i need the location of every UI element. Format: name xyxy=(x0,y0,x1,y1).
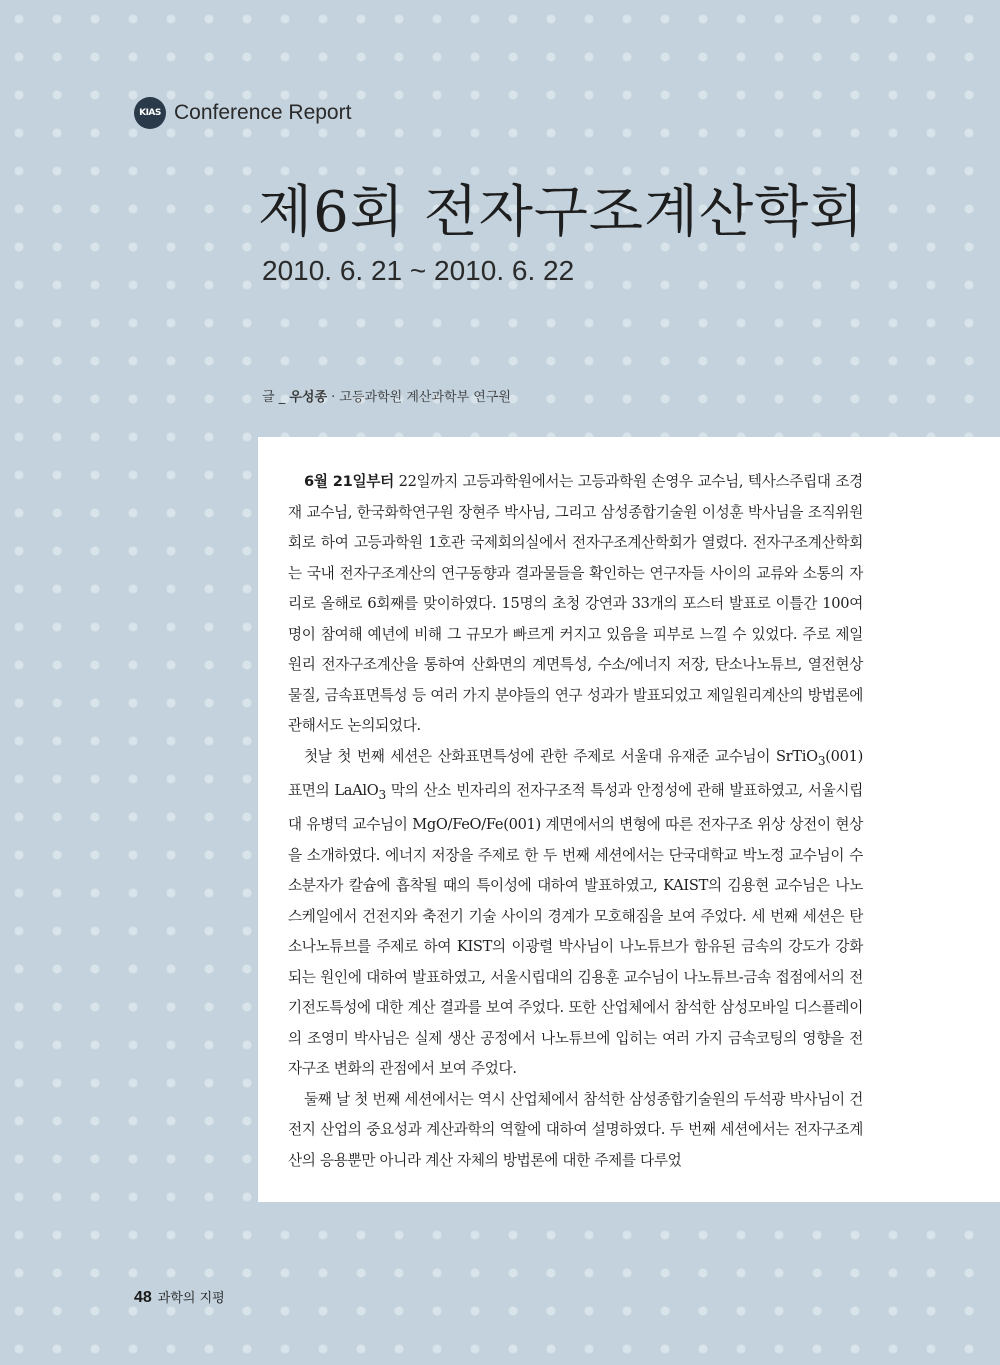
byline-prefix: 글 _ xyxy=(262,390,286,405)
section-header xyxy=(134,97,351,129)
section-label: Conference Report xyxy=(174,101,352,124)
kias-logo-icon xyxy=(134,97,166,129)
paragraph-1-text: 22일까지 고등과학원에서는 고등과학원 손영우 교수님, 텍사스주립대 조경재 교수님, 한국화학연구원 장현주 박사님, 그리고 삼성종합기술원 이성훈 박사님을 조직위원회로 하여 고등과학원 1호관 국제회의실에서 전자구조계산학회가 열렸다. 전자구조계산학회는 국내 전자구조계산의 연구동향과 결과물들을 확인하는 연구자들 사이의 교류와 소통의 자리로 올해로 6회째를 맞이하였다. 15명의 초청 강연과 33개의 포스터 발표로 이틀간 100여명이 참여해 예년에 비해 그 규모가 빠르게 커지고 있음을 피부로 느낄 수 있었다. 주로 제일원리 전자구조계산을 통하여 산화면의 계면특성, 수소/에너지 저장, 탄소나노튜브, 열전현상물질, 금속표면특성 등 여러 가지 분야들의 연구 성과가 발표되었고 제일원리계산의 방법론에 관해서도 논의되었다. xyxy=(288,473,863,734)
magazine-name: 과학의 지평 xyxy=(157,1291,225,1306)
event-date: 2010. 6. 21 ~ 2010. 6. 22 xyxy=(262,255,575,286)
lead-in: 6월 21일부터 xyxy=(304,473,394,490)
article-title: 제6회 전자구조계산학회 xyxy=(258,180,865,245)
paragraph-3: 둘째 날 첫 번째 세션에서는 역시 산업체에서 참석한 삼성종합기술원의 두석광 박사님이 건전지 산업의 중요성과 계산과학의 역할에 대하여 설명하였다. 두 번째 세션에서는 전자구조계산의 응용뿐만 아니라 계산 자체의 방법론에 대한 주제를 다루었 xyxy=(288,1090,863,1169)
subscript-2: 3 xyxy=(378,787,386,802)
author-affiliation: · 고등과학원 계산과학부 연구원 xyxy=(331,390,511,405)
page-footer xyxy=(134,1287,225,1307)
paragraph-2 xyxy=(288,742,863,1085)
paragraph-2-text-a: 첫날 첫 번째 세션은 산화표면특성에 관한 주제로 서울대 유재준 교수님이 SrTiO xyxy=(304,747,818,765)
article-body xyxy=(288,467,863,1176)
page-number: 48 xyxy=(134,1289,152,1306)
author-name: 우성종 xyxy=(289,390,328,405)
byline xyxy=(262,386,511,405)
paragraph-1 xyxy=(288,467,863,742)
paragraph-2-text-b: (001) 표면의 LaAlO xyxy=(288,747,863,799)
subscript-1: 3 xyxy=(817,753,826,768)
paragraph-2-text-c: 막의 산소 빈자리의 전자구조적 특성과 안정성에 관해 발표하였고, 서울시립대 유병덕 교수님이 MgO/FeO/Fe(001) 계면에서의 변형에 따른 전자구조 위상 상전이 현상을 소개하였다. 에너지 저장을 주제로 한 두 번째 세션에서는 단국대학교 박노정 교수님이 수소분자가 칼슘에 흡착될 때의 특이성에 대하여 발표하였고, KAIST의 김용현 교수님은 나노스케일에서 건전지와 축전기 기술 사이의 경계가 모호해짐을 보여 주었다. 세 번째 세션은 탄소나노튜브를 주제로 하여 KIST의 이광렬 박사님이 나노튜브가 함유된 금속의 강도가 강화되는 원인에 대하여 발표하였고, 서울시립대의 김용훈 교수님이 나노튜브-금속 접점에서의 전기전도특성에 대한 계산 결과를 보여 주었다. 또한 산업체에서 참석한 삼성모바일 디스플레이의 조영미 박사님은 실제 생산 공정에서 나노튜브에 입히는 여러 가지 금속코팅의 영향을 전자구조 변화의 관점에서 보여 주었다. xyxy=(288,781,863,1078)
logo-text: KIAS xyxy=(139,108,161,118)
